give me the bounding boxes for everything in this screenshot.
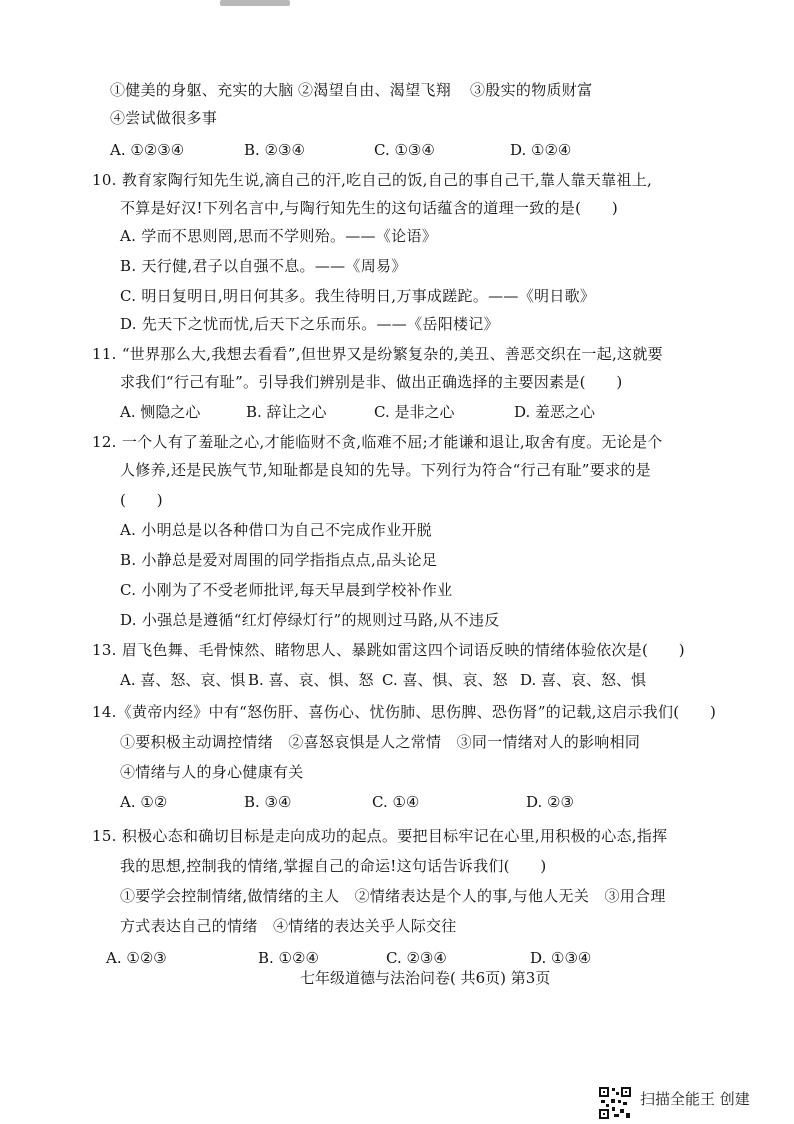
q15-stem-line-1: 15. 积极心态和确切目标是走向成功的起点。要把目标牢记在心里,用积极的心态,指挥 bbox=[92, 827, 668, 845]
q13-choice-c: C. 喜、惧、哀、怒 bbox=[382, 671, 508, 689]
q15-choice-d: D. ①③④ bbox=[530, 949, 592, 967]
q10-stem-line-1: 10. 教育家陶行知先生说,滴自己的汗,吃自己的饭,自己的事自己干,靠人靠天靠祖上, bbox=[92, 171, 653, 189]
q12-option-c: C. 小刚为了不受老师批评,每天早晨到学校补作业 bbox=[120, 581, 453, 599]
q14-items-line-1: ①要积极主动调控情绪 ②喜怒哀惧是人之常情 ③同一情绪对人的影响相同 bbox=[120, 733, 641, 751]
q14-choice-d: D. ②③ bbox=[526, 793, 574, 811]
q10-option-d: D. 先天下之忧而忧,后天下之乐而乐。——《岳阳楼记》 bbox=[120, 315, 499, 333]
scanner-watermark: 扫描全能王 创建 bbox=[640, 1090, 750, 1108]
q9-item-4: ④尝试做很多事 bbox=[110, 109, 218, 127]
q13-choice-a: A. 喜、怒、哀、惧 bbox=[120, 671, 246, 689]
q11-choice-b: B. 辞让之心 bbox=[246, 403, 327, 421]
q12-stem-line-2: 人修养,还是民族气节,知耻都是良知的先导。下列行为符合“行己有耻”要求的是 bbox=[120, 461, 651, 479]
q14-choice-a: A. ①② bbox=[120, 793, 168, 811]
q11-stem-line-1: 11. “世界那么大,我想去看看”,但世界又是纷繁复杂的,美丑、善恶交织在一起,这就要 bbox=[92, 345, 663, 363]
q12-option-a: A. 小明总是以各种借口为自己不完成作业开脱 bbox=[120, 521, 432, 539]
q14-choice-b: B. ③④ bbox=[244, 793, 292, 811]
q9-item-3: ③殷实的物质财富 bbox=[470, 81, 593, 99]
q14-choice-c: C. ①④ bbox=[372, 793, 420, 811]
q14-stem: 14.《黄帝内经》中有“怒伤肝、喜伤心、忧伤肺、思伤脾、恐伤肾”的记载,这启示我们( ) bbox=[92, 703, 717, 721]
q12-stem-line-3: ( ) bbox=[120, 491, 163, 509]
q15-choice-a: A. ①②③ bbox=[106, 949, 167, 967]
q15-choice-c: C. ②③④ bbox=[386, 949, 447, 967]
q11-choice-d: D. 羞恶之心 bbox=[514, 403, 596, 421]
q14-items-line-2: ④情绪与人的身心健康有关 bbox=[120, 763, 304, 781]
q9-item-1: ①健美的身躯、充实的大脑 bbox=[110, 81, 294, 99]
q15-items-line-1: ①要学会控制情绪,做情绪的主人 ②情绪表达是个人的事,与他人无关 ③用合理 bbox=[120, 887, 666, 905]
scan-artifact bbox=[220, 0, 290, 6]
q10-stem-line-2: 不算是好汉!下列名言中,与陶行知先生的这句话蕴含的道理一致的是( ) bbox=[120, 199, 619, 217]
q10-option-a: A. 学而不思则罔,思而不学则殆。——《论语》 bbox=[120, 227, 438, 245]
q10-option-c: C. 明日复明日,明日何其多。我生待明日,万事成蹉跎。——《明日歌》 bbox=[120, 287, 596, 305]
q9-choice-c: C. ①③④ bbox=[374, 141, 435, 159]
q11-choice-a: A. 恻隐之心 bbox=[120, 403, 201, 421]
q12-option-b: B. 小静总是爱对周围的同学指指点点,品头论足 bbox=[120, 551, 438, 569]
q9-choice-d: D. ①②④ bbox=[510, 141, 572, 159]
q9-choice-b: B. ②③④ bbox=[244, 141, 305, 159]
q11-stem-line-2: 求我们“行己有耻”。引导我们辨别是非、做出正确选择的主要因素是( ) bbox=[120, 373, 623, 391]
q13-stem: 13. 眉飞色舞、毛骨悚然、睹物思人、暴跳如雷这四个词语反映的情绪体验依次是( ) bbox=[92, 641, 685, 659]
q15-stem-line-2: 我的思想,控制我的情绪,掌握自己的命运!这句话告诉我们( ) bbox=[120, 857, 547, 875]
q15-choice-b: B. ①②④ bbox=[258, 949, 319, 967]
q15-items-line-2: 方式表达自己的情绪 ④情绪的表达关乎人际交往 bbox=[120, 917, 457, 935]
q12-stem-line-1: 12. 一个人有了羞耻之心,才能临财不贪,临难不屈;才能谦和退让,取舍有度。无论是个 bbox=[92, 433, 663, 451]
page-footer: 七年级道德与法治问卷( 共6页) 第3页 bbox=[300, 969, 551, 987]
q12-option-d: D. 小强总是遵循“红灯停绿灯行”的规则过马路,从不违反 bbox=[120, 611, 500, 629]
q9-item-2: ②渴望自由、渴望飞翔 bbox=[298, 81, 452, 99]
q13-choice-b: B. 喜、哀、惧、怒 bbox=[248, 671, 374, 689]
q13-choice-d: D. 喜、哀、怒、惧 bbox=[520, 671, 647, 689]
q10-option-b: B. 天行健,君子以自强不息。——《周易》 bbox=[120, 257, 407, 275]
q9-choice-a: A. ①②③④ bbox=[110, 141, 185, 159]
q11-choice-c: C. 是非之心 bbox=[374, 403, 455, 421]
qr-code-icon bbox=[598, 1086, 632, 1120]
